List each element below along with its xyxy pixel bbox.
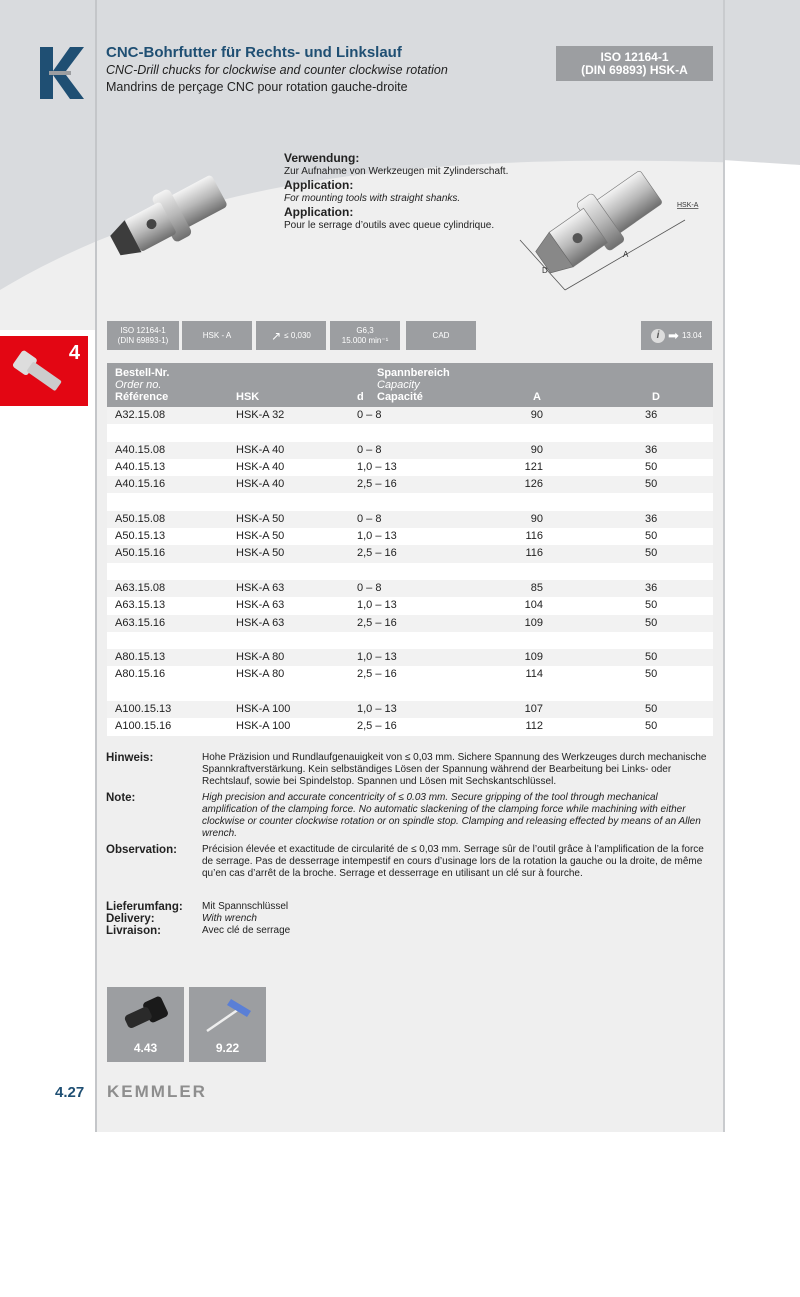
table-row [107, 615, 713, 632]
header-order-fr: Référence [115, 391, 169, 403]
table-row [107, 545, 713, 562]
info-reference-link[interactable] [641, 321, 712, 350]
order-no: A32.15.08 [115, 409, 166, 421]
notes-section [106, 752, 716, 884]
kemmler-logo-icon [40, 47, 84, 99]
diameter-d: 50 [645, 616, 658, 629]
delivery-text-fr: Avec clé de serrage [202, 925, 291, 936]
capacity: 1,0 – 13 [357, 703, 397, 716]
arrow-right-icon: ➡ [668, 327, 679, 343]
diameter-d: 36 [645, 409, 658, 421]
hsk-size: HSK-A 63 [236, 581, 285, 594]
capacity: 2,5 – 16 [357, 616, 397, 629]
table-spacer-row [107, 424, 713, 441]
header-d: d [357, 391, 364, 403]
header-dd: D [652, 391, 660, 403]
left-rule [95, 0, 97, 1132]
title-german: CNC-Bohrfutter für Rechts- und Linkslauf [106, 44, 402, 61]
usage-section [284, 151, 514, 232]
dimension-a-label: A [623, 250, 629, 259]
collet-icon [119, 995, 174, 1035]
diameter-d: 36 [645, 581, 658, 594]
t-wrench-icon [201, 993, 259, 1038]
table-row [107, 701, 713, 718]
page-number: 4.27 [55, 1084, 85, 1101]
delivery-label-de: Lieferumfang: [106, 901, 183, 913]
note-label-en: Note: [106, 792, 136, 804]
right-rule [723, 0, 725, 1132]
note-label-fr: Observation: [106, 844, 177, 856]
standard-line-2: (DIN 69893) HSK-A [581, 63, 688, 77]
order-no: A50.15.16 [115, 547, 166, 560]
standard-line-1: ISO 12164-1 [600, 50, 669, 64]
order-no: A80.15.16 [115, 668, 166, 681]
delivery-label-en: Delivery: [106, 913, 155, 925]
technical-drawing [505, 145, 715, 305]
delivery-label-fr: Livraison: [106, 925, 161, 937]
header-capacity-de: Spannbereich [377, 367, 450, 379]
hsk-size: HSK-A 40 [236, 460, 285, 473]
capacity: 1,0 – 13 [357, 651, 397, 664]
length-a: 90 [530, 409, 543, 421]
note-text-en: High precision and accurate concentricity of ≤ 0.03 mm. Secure gripping of the tool through mechanical amplification of the clamping force. No automatic slackening of the clamping force while machining with either clockwise or counter clockwise rotation or on spindle stop. Clamping and releasing effected by means of an Allen wrench. [202, 792, 701, 839]
order-no: A63.15.08 [115, 581, 166, 594]
brand-name: KEMMLER [107, 1082, 207, 1101]
chapter-number: 4 [68, 342, 80, 364]
header-hsk: HSK [236, 391, 260, 403]
standard-icon-line-2: (DIN 69893-1) [117, 335, 169, 345]
capacity: 0 – 8 [357, 512, 382, 525]
table-row [107, 459, 713, 476]
table-spacer-row [107, 632, 713, 649]
title-english: CNC-Drill chucks for clockwise and counter clockwise rotation [106, 63, 448, 77]
hsk-size: HSK-A 50 [236, 530, 285, 543]
diameter-d: 50 [645, 668, 658, 681]
delivery-section [106, 901, 290, 937]
usage-text-fr: Pour le serrage d’outils avec queue cylindrique. [284, 220, 495, 231]
capacity: 2,5 – 16 [357, 668, 397, 681]
length-a: 116 [525, 547, 543, 560]
order-no: A40.15.16 [115, 478, 166, 491]
usage-text-de: Zur Aufnahme von Werkzeugen mit Zylinderschaft. [284, 166, 509, 177]
hsk-label: HSK-A [677, 202, 699, 209]
hsk-size: HSK-A 100 [236, 720, 291, 733]
capacity: 2,5 – 16 [357, 720, 397, 733]
capacity: 0 – 8 [357, 443, 382, 456]
length-a: 104 [524, 599, 543, 612]
hsk-size: HSK-A 32 [236, 409, 285, 421]
diameter-d: 50 [645, 720, 658, 733]
table-row [107, 597, 713, 614]
note-text-de: Hohe Präzision und Rundlaufgenauigkeit von ≤ 0,03 mm. Sichere Spannung des Werkzeuges durch mechanische Spannkraftverstärkung. Kein selbständiges Lösen der Spannung während der Bearbeitung bei Links- oder Rechtslauf, sowie bei Spindelstop. Spannen und Lösen mit Sechskantschlüssel. [202, 752, 707, 787]
order-no: A40.15.08 [115, 443, 166, 456]
table-body [107, 407, 713, 736]
balance-speed: 15.000 min⁻¹ [341, 335, 389, 345]
order-no: A63.15.16 [115, 616, 166, 629]
diameter-d: 36 [645, 443, 658, 456]
order-no: A80.15.13 [115, 651, 166, 664]
table-row [107, 407, 713, 424]
info-icon: i [651, 329, 665, 343]
capacity: 1,0 – 13 [357, 599, 397, 612]
table-row [107, 476, 713, 493]
hsk-size: HSK-A 50 [236, 512, 285, 525]
note-text-fr: Précision élevée et exactitude de circularité de ≤ 0,03 mm. Serrage sûr de l’outil grâce à l’amplification de la force de serrage. Pas de desserrage intempestif en cours d’usinage lors de la rotation la gauche ou la droite, de même qu’en cas d’arrêt de la broche. Serrage et desserrage en utilisant un clé sur à fourche. [202, 844, 704, 879]
dimension-d-label: D [542, 266, 548, 275]
hsk-size: HSK-A 40 [236, 478, 285, 491]
standard-icon [107, 321, 179, 350]
left-margin [0, 330, 95, 1132]
capacity: 1,0 – 13 [357, 460, 397, 473]
diameter-d: 50 [645, 478, 658, 491]
diameter-d: 36 [645, 512, 658, 525]
table-spacer-row [107, 684, 713, 701]
capacity: 1,0 – 13 [357, 530, 397, 543]
title-block [106, 43, 448, 96]
hsk-size: HSK-A 63 [236, 599, 285, 612]
length-a: 112 [525, 720, 543, 733]
order-no: A63.15.13 [115, 599, 166, 612]
balance-icon [330, 321, 400, 350]
length-a: 109 [524, 651, 543, 664]
interface-icon: HSK - A [182, 321, 252, 350]
header-capacity-en: Capacity [377, 379, 420, 391]
hsk-size: HSK-A 80 [236, 668, 285, 681]
table-row [107, 649, 713, 666]
delivery-text-en: With wrench [202, 913, 257, 924]
header-order-de: Bestell-Nr. [115, 367, 170, 379]
table-row [107, 666, 713, 683]
length-a: 107 [524, 703, 543, 716]
accessory-wrench[interactable] [189, 987, 266, 1062]
accessory-ref: 9.22 [215, 1041, 240, 1055]
runout-value: ≤ 0,030 [284, 330, 311, 340]
length-a: 126 [524, 478, 543, 491]
info-reference: 13.04 [681, 331, 702, 340]
accessory-ref: 4.43 [133, 1041, 158, 1055]
length-a: 85 [530, 581, 543, 594]
table-spacer-row [107, 563, 713, 580]
usage-text-en: For mounting tools with straight shanks. [284, 193, 461, 204]
right-margin [725, 330, 800, 1297]
table-spacer-row [107, 493, 713, 510]
length-a: 109 [524, 616, 543, 629]
chapter-tool-icon [8, 344, 68, 399]
table-row [107, 511, 713, 528]
runout-icon [256, 321, 326, 350]
capacity: 2,5 – 16 [357, 478, 397, 491]
order-no: A100.15.16 [115, 720, 172, 733]
order-no: A100.15.13 [115, 703, 172, 716]
table-row [107, 580, 713, 597]
header-capacity-fr: Capacité [377, 391, 423, 403]
cad-button[interactable]: CAD [406, 321, 476, 350]
accessory-collet[interactable] [107, 987, 184, 1062]
diameter-d: 50 [645, 460, 658, 473]
header-order-en: Order no. [115, 379, 162, 391]
diameter-d: 50 [645, 599, 658, 612]
table-row [107, 718, 713, 735]
usage-heading-en: Application: [284, 178, 354, 192]
header-a: A [533, 391, 541, 403]
table-header [107, 363, 713, 407]
chapter-tab[interactable] [0, 336, 88, 406]
hsk-size: HSK-A 63 [236, 616, 285, 629]
capacity: 0 – 8 [357, 581, 382, 594]
balance-grade: G6,3 [356, 325, 374, 335]
hsk-size: HSK-A 50 [236, 547, 285, 560]
length-a: 121 [524, 460, 543, 473]
delivery-text-de: Mit Spannschlüssel [202, 901, 289, 912]
title-french: Mandrins de perçage CNC pour rotation gauche-droite [106, 80, 408, 94]
order-no: A40.15.13 [115, 460, 166, 473]
length-a: 90 [530, 443, 543, 456]
order-no: A50.15.08 [115, 512, 166, 525]
hsk-size: HSK-A 40 [236, 443, 285, 456]
diameter-d: 50 [645, 703, 658, 716]
capacity: 2,5 – 16 [357, 547, 397, 560]
diameter-d: 50 [645, 547, 658, 560]
note-label-de: Hinweis: [106, 752, 154, 764]
runout-arrow-icon: ↗ [271, 328, 282, 343]
length-a: 116 [525, 530, 543, 543]
standard-badge [556, 46, 713, 81]
capacity: 0 – 8 [357, 409, 382, 421]
usage-heading-fr: Application: [284, 205, 354, 219]
diameter-d: 50 [645, 530, 658, 543]
product-table [107, 363, 713, 736]
table-row [107, 528, 713, 545]
length-a: 114 [525, 668, 543, 681]
usage-heading-de: Verwendung: [284, 151, 360, 165]
hsk-size: HSK-A 80 [236, 651, 285, 664]
diameter-d: 50 [645, 651, 658, 664]
product-photo [102, 150, 242, 275]
standard-icon-line-1: ISO 12164-1 [120, 325, 166, 335]
length-a: 90 [530, 512, 543, 525]
table-row [107, 442, 713, 459]
hsk-size: HSK-A 100 [236, 703, 291, 716]
order-no: A50.15.13 [115, 530, 166, 543]
